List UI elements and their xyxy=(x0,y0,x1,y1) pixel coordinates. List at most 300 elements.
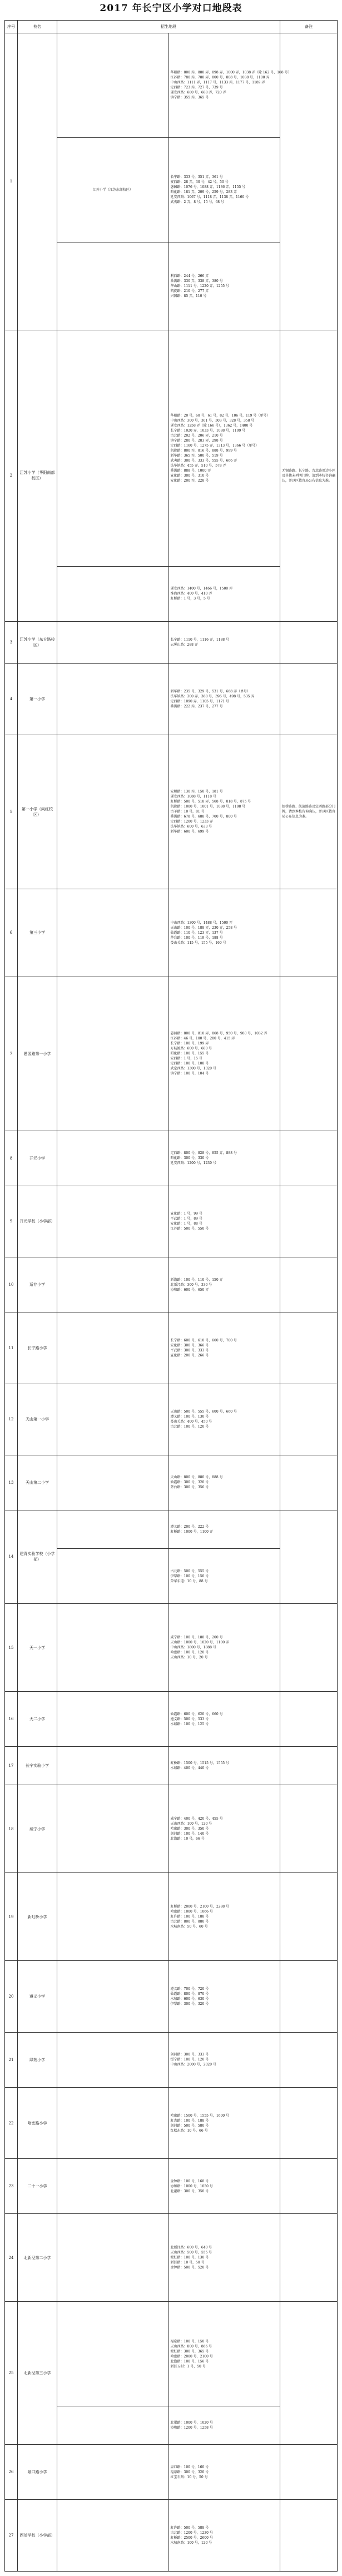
school-name: 第三小学 xyxy=(18,889,57,977)
street-line: 镇宁路：355 弄，365 号 xyxy=(170,96,209,100)
catchment-area xyxy=(168,1186,280,1257)
street-line: 绥宁路：100 号，120 号 xyxy=(170,2058,209,2062)
street-line: 云雾山路：288 弄 xyxy=(170,643,198,647)
street-line: 华阳路：800 弄，888 弄，898 弄，1000 弄，1038 弄（除 162 号，168 号） xyxy=(170,71,291,75)
street-line: 番禺路：330 弄，338 弄，380 号 xyxy=(170,279,223,283)
street-line: 安化路：300 号，366 号 xyxy=(170,1343,209,1348)
school-name: 新虹桥小学 xyxy=(18,1873,57,1961)
campus-name xyxy=(57,2033,169,2088)
catchment-area xyxy=(168,1384,280,1455)
header-no: 序号 xyxy=(5,21,18,33)
note: 虹桥路路、凯旋路路及定西路部分门牌，请到本校咨询确认，并以区教育局公布信息为准。 xyxy=(280,735,338,889)
street-line: 协和路：600 号，650 弄 xyxy=(170,1287,209,1292)
catchment-area xyxy=(168,33,291,138)
street-line: 淞虹路：100 号，130 号 xyxy=(170,2256,209,2260)
note xyxy=(280,621,338,663)
street-line: 江苏路：780 弄，788 弄，800 号，808 号，1088 号，1100 弄 xyxy=(170,76,270,80)
row-number: 5 xyxy=(5,735,18,889)
street-line: 古羊路：10 号，81 号 xyxy=(170,810,205,814)
street-line: 延安西路：680 号，688 弄，720 弄 xyxy=(170,91,226,95)
school-name: 长宁路小学 xyxy=(18,1312,57,1384)
street-line: 兴国路：85 弄，110 号 xyxy=(170,294,207,298)
note xyxy=(280,2214,338,2302)
street-line: 定西路：800 号，828 号，855 弄，888 号 xyxy=(170,1151,237,1156)
street-line: 威宁路：100 号，188 号，200 号 xyxy=(170,1636,223,1640)
school-name: 威宁小学 xyxy=(18,1785,57,1873)
street-line: 愚园路：1076 号，1088 弄，1136 弄，1155 号 xyxy=(170,185,246,190)
street-line: 延安西路：1067 号，1118 弄，1138 弄，1160 号 xyxy=(170,195,249,200)
catchment-area xyxy=(168,137,280,242)
row-number: 22 xyxy=(5,2087,18,2159)
campus-name xyxy=(57,663,169,735)
campus-name xyxy=(57,1692,169,1747)
row-number: 3 xyxy=(5,621,18,663)
campus-name xyxy=(57,735,169,889)
table-row xyxy=(5,2033,338,2088)
catchment-area xyxy=(168,1692,280,1747)
school-name: 天山第一小学 xyxy=(18,1384,57,1455)
street-line: 淮海西路：400 号，410 弄 xyxy=(170,592,212,596)
table-row xyxy=(5,1455,338,1510)
street-line: 泉口路：100 号，160 号 xyxy=(170,2465,209,2469)
catchment-area xyxy=(168,1257,280,1312)
street-line: 协和路：1000 号，1050 号 xyxy=(170,2184,213,2188)
street-line: 平武路：300 号，333 号 xyxy=(170,1348,209,1353)
street-line: 福泉路：300 号，320 号 xyxy=(170,2470,209,2474)
street-line: 古北路：1200 号，1230 号 xyxy=(170,2531,213,2535)
campus-name xyxy=(57,1131,169,1186)
street-line: 镇宁路：280 号，283 弄，298 号 xyxy=(170,438,223,443)
note xyxy=(280,2302,338,2445)
catchment-area xyxy=(168,2159,280,2214)
street-line: 武夷路：300 号，333 号，555 号，666 弄 xyxy=(170,458,237,463)
table-row xyxy=(5,663,338,735)
campus-name xyxy=(57,566,169,621)
street-line: 武定西路：1300 号，1320 号 xyxy=(170,1067,216,1071)
street-line: 天山路：1000 号，1020 号，1100 弄 xyxy=(170,1641,230,1645)
street-line: 仙霞路：800 号，870 号 xyxy=(170,1992,209,1997)
campus-name xyxy=(57,1603,169,1691)
street-line: 昭化路：181 弄，209 号，259 号，283 弄 xyxy=(170,190,237,195)
row-number: 13 xyxy=(5,1455,18,1510)
street-line: 天山路：500 号，555 号，600 号，660 号 xyxy=(170,1410,237,1414)
street-line: 定西路：1090 弄，1105 号，1171 号 xyxy=(170,700,230,704)
street-line: 延安西路：1400 号，1466 号，1500 弄 xyxy=(170,587,233,591)
street-line: 定西路：1160 号，1275 弄，1313 号，1366 号（单号） xyxy=(170,443,259,448)
row-number: 7 xyxy=(5,977,18,1131)
table-row xyxy=(5,1603,338,1691)
street-line: 仙霞路：600 号，620 号，660 号 xyxy=(170,1712,223,1716)
catchment-table xyxy=(4,20,338,2572)
row-number: 14 xyxy=(5,1510,18,1603)
catchment-area xyxy=(168,1510,280,1548)
street-line: 剑河路：500 号，580 号 xyxy=(170,2123,209,2128)
note xyxy=(280,1961,338,2033)
street-line: 北渔路：100 号，156 号 xyxy=(170,2359,209,2364)
campus-name xyxy=(57,2214,169,2302)
street-line: 华阳路：20 号，60 号，61 号，82 号，106 号，119 号（单号） xyxy=(170,413,270,418)
street-line: 福泉路：100 号，150 号 xyxy=(170,2339,209,2344)
school-name: 开元小学 xyxy=(18,1131,57,1186)
street-line: 红宝石路：10 号，50 号 xyxy=(170,2475,208,2479)
row-number: 11 xyxy=(5,1312,18,1384)
street-line: 延安西路：1258 弄（除 166 号），1362 号，1400 号 xyxy=(170,423,253,428)
row-number: 6 xyxy=(5,889,18,977)
school-name: 建青实验学校（小学部） xyxy=(18,1510,57,1603)
catchment-area xyxy=(168,2214,280,2302)
school-name xyxy=(18,33,57,330)
catchment-area xyxy=(168,1131,280,1186)
school-name: 天二小学 xyxy=(18,1692,57,1747)
campus-name xyxy=(57,1549,169,1604)
row-number: 21 xyxy=(5,2033,18,2088)
street-line: 北新泾路：600 号，640 号 xyxy=(170,2246,212,2250)
catchment-area xyxy=(168,2087,280,2159)
school-name: 开元学校（小学部） xyxy=(18,1186,57,1257)
school-name: 绿苑小学 xyxy=(18,2033,57,2088)
note xyxy=(280,1384,338,1455)
street-line: 北翟路：300 号，350 号 xyxy=(170,2189,209,2193)
street-line: 威宁路：400 号，420 号，455 号 xyxy=(170,1817,223,1821)
note xyxy=(280,2445,338,2500)
street-line: 虹许路：500 号，588 号 xyxy=(170,2526,209,2530)
street-line: 天山西路：500 号，555 号 xyxy=(170,2251,212,2255)
street-line: 天山路：800 号，880 号，888 号 xyxy=(170,1475,223,1480)
street-line: 水城南路：50 号，60 号 xyxy=(170,1925,208,1929)
catchment-area xyxy=(168,330,280,566)
row-number: 8 xyxy=(5,1131,18,1186)
street-line: 法华镇路：455 弄，510 号，578 弄 xyxy=(170,463,226,468)
header-area: 招生地段 xyxy=(57,21,280,33)
note xyxy=(280,1455,338,1510)
catchment-area xyxy=(168,977,280,1131)
campus-name xyxy=(57,1961,169,2033)
campus-name xyxy=(57,1384,169,1455)
row-number: 1 xyxy=(5,33,18,330)
street-line: 安西路：1 号，15 号 xyxy=(170,1057,202,1061)
row-number: 16 xyxy=(5,1692,18,1747)
row-number: 10 xyxy=(5,1257,18,1312)
street-line: 番禺路：678 号，688 号，700 号，800 号 xyxy=(170,815,237,819)
street-line: 哈密路：2000 号，2100 号 xyxy=(170,2354,213,2359)
street-line: 武夷路：2 弄，8 号，15 号，68 号 xyxy=(170,200,225,205)
campus-name xyxy=(57,1746,169,1785)
street-line: 安顺路：130 弄，150 号，181 号 xyxy=(170,790,223,794)
street-line: 水城路：100 号，125 号 xyxy=(170,1722,209,1726)
street-line: 定西路：1200 号，1233 弄 xyxy=(170,820,213,824)
street-line: 愚园路：800 号，810 弄，868 号，950 号，980 号，1032 弄 xyxy=(170,1032,267,1036)
catchment-area xyxy=(168,566,280,621)
table-row xyxy=(5,1257,338,1312)
row-number: 4 xyxy=(5,663,18,735)
table-row xyxy=(5,2500,338,2572)
campus-name xyxy=(57,977,169,1131)
street-line: 镇宁路：100 号，104 号 xyxy=(170,1072,209,1076)
note xyxy=(280,1186,338,1257)
street-line: 法华镇路：600 号，633 号 xyxy=(170,825,212,829)
street-line: 延安西路：1200 号，1230 号 xyxy=(170,1161,216,1166)
street-line: 番禺路：888 号，1000 弄 xyxy=(170,468,211,473)
table-row xyxy=(5,1131,338,1186)
street-line: 金钟路：100 号，168 号 xyxy=(170,2179,209,2183)
street-line: 新泾五村：1 号，50 号 xyxy=(170,2364,206,2369)
catchment-area xyxy=(168,621,280,663)
street-line: 水城路：600 号，630 号 xyxy=(170,1997,209,2002)
note xyxy=(280,663,338,735)
school-name: 江苏小学（华阳南部校区） xyxy=(18,330,57,621)
catchment-area xyxy=(168,2406,280,2445)
header-school: 校名 xyxy=(18,21,57,33)
school-name: 适存小学 xyxy=(18,1257,57,1312)
street-line: 长宁路：100 号，199 弄 xyxy=(170,1042,209,1046)
header-note: 备注 xyxy=(280,21,338,33)
street-line: 北翟路：1000 号，1020 号 xyxy=(170,2421,213,2425)
table-row xyxy=(5,33,338,138)
street-line: 天山西路：100 号，120 号 xyxy=(170,1822,212,1826)
campus-name xyxy=(57,242,169,330)
street-line: 新泾路：10 号，50 号 xyxy=(170,2261,205,2265)
catchment-area xyxy=(168,1603,280,1691)
table-row xyxy=(5,735,338,889)
street-line: 安西路：28 弄，30 号，42 号，50 号 xyxy=(170,180,229,185)
note xyxy=(280,2500,338,2572)
street-line: 中山西路：1111 弄，1117 号，1133 弄，1177 号，1189 弄 xyxy=(170,81,265,85)
street-line: 万航渡路：600 号，680 号 xyxy=(170,1047,212,1051)
row-number: 9 xyxy=(5,1186,18,1257)
street-line: 安化路：1 号，88 号 xyxy=(170,1222,202,1226)
street-line: 伊犁路：300 号，320 号 xyxy=(170,2002,209,2007)
campus-name xyxy=(57,330,169,566)
campus-name xyxy=(57,1455,169,1510)
row-number: 20 xyxy=(5,1961,18,2033)
street-line: 长宁路：600 号，610 号，660 号，700 号 xyxy=(170,1338,237,1343)
street-line: 虹桥路：1000 号，1100 弄 xyxy=(170,1530,213,1534)
catchment-area xyxy=(168,1961,280,2033)
note xyxy=(280,2087,338,2159)
table-row xyxy=(5,889,338,977)
table-row xyxy=(5,1785,338,1873)
row-number: 17 xyxy=(5,1746,18,1785)
catchment-area xyxy=(168,1312,280,1384)
street-line: 昭化路：100 号，155 号 xyxy=(170,1052,209,1056)
note xyxy=(280,889,338,977)
street-line: 华山路：1111 号，1220 弄，1255 号 xyxy=(170,284,230,288)
street-line: 红松东路：10 号，66 号 xyxy=(170,2128,208,2133)
street-line: 协和路：1200 号，1258 号 xyxy=(170,2426,213,2430)
campus-name xyxy=(57,2406,169,2445)
street-line: 新渔路：100 号，110 号，150 弄 xyxy=(170,1277,223,1282)
street-line: 新华路：235 号，329 号，531 号，668 弄（单号） xyxy=(170,690,250,694)
street-line: 定西路：723 弄，727 号，739 号 xyxy=(170,86,223,90)
table-row xyxy=(5,621,338,663)
school-name: 第一小学（向红校区） xyxy=(18,735,57,889)
note xyxy=(280,1785,338,1873)
catchment-area xyxy=(168,1873,280,1961)
street-line: 宣化路：300 号，310 号 xyxy=(170,473,209,478)
campus-name xyxy=(57,621,169,663)
street-line: 古北路：500 号，555 号 xyxy=(170,1569,209,1573)
table-row xyxy=(5,1384,338,1455)
street-line: 北渔路：10 号，66 号 xyxy=(170,1837,205,1841)
street-line: 淞虹路：300 号，365 号 xyxy=(170,2349,209,2354)
catchment-area xyxy=(168,2445,280,2500)
note xyxy=(280,2033,338,2088)
table-body xyxy=(5,33,338,2572)
campus-name xyxy=(57,1312,169,1384)
street-line: 长宁路：1020 弄，1033 号，1088 号，1109 号 xyxy=(170,428,246,433)
note: 无锡路路、长宁路、古北路周边小区及其他未列明门牌，请到本校咨询确认，并以区教育局公布信息为准。 xyxy=(280,330,338,621)
street-line: 凯旋路：210 号，277 弄 xyxy=(170,289,209,293)
row-number: 15 xyxy=(5,1603,18,1691)
row-number: 18 xyxy=(5,1785,18,1873)
street-line: 哈密路：300 号，350 号 xyxy=(170,1827,209,1831)
table-row xyxy=(5,1873,338,1961)
table-row xyxy=(5,1510,338,1548)
street-line: 天山西路：800 号，866 号 xyxy=(170,2344,212,2349)
table-row xyxy=(5,2302,338,2406)
street-line: 茅台路：100 号，119 号，188 号 xyxy=(170,935,223,940)
street-line: 剑河路：300 号，333 号 xyxy=(170,2053,209,2057)
street-line: 古北路：100 号，120 号 xyxy=(170,1425,209,1429)
table-row xyxy=(5,330,338,566)
street-line: 宣化路：1 号，99 号 xyxy=(170,1212,202,1216)
street-line: 哈密路：1000 号，1066 号 xyxy=(170,1910,213,1914)
street-line: 茅台路：300 号，356 号 xyxy=(170,1485,209,1490)
campus-name xyxy=(57,2087,169,2159)
street-line: 水城南路：100 号，120 号 xyxy=(170,2541,212,2545)
catchment-area xyxy=(168,735,280,889)
catchment-area xyxy=(168,2302,280,2406)
street-line: 北新泾路：300 号，330 号 xyxy=(170,1282,212,1287)
street-line: 安化路：200 弄，228 号 xyxy=(170,478,209,483)
street-line: 哈密路：100 号，120 号 xyxy=(170,1651,209,1655)
street-line: 长宁路：333 号，351 弄，361 号 xyxy=(170,175,223,180)
table-row xyxy=(5,2087,338,2159)
street-line: 新华路：600 号，699 号 xyxy=(170,830,209,834)
table-row xyxy=(5,2445,338,2500)
school-name: 天山第二小学 xyxy=(18,1455,57,1510)
document-title: 2017 年长宁区小学对口地段表 xyxy=(100,3,242,14)
street-line: 中山西路：2000 号，2020 号 xyxy=(170,2063,216,2067)
row-number: 2 xyxy=(5,330,18,621)
table-row xyxy=(5,1961,338,2033)
campus-name xyxy=(57,2445,169,2500)
campus-name xyxy=(57,1510,169,1548)
note xyxy=(280,1873,338,1961)
street-line: 虹桥路：2000 号，2100 号，2288 号 xyxy=(170,1905,230,1909)
street-line: 哈密路：1500 号，1555 号，1600 号 xyxy=(170,2113,230,2118)
campus-name xyxy=(57,2500,169,2572)
street-line: 虹桥路：500 号，518 弄，568 号，818 号，875 号 xyxy=(170,800,251,804)
note xyxy=(280,1692,338,1747)
note xyxy=(280,1257,338,1312)
street-line: 荣华东道：10 号，88 号 xyxy=(170,1579,208,1583)
street-line: 虹许路：100 号，188 号 xyxy=(170,1915,209,1919)
table-row xyxy=(5,1186,338,1257)
street-line: 虹桥路：2500 号，2600 号 xyxy=(170,2536,213,2540)
school-name: 天一小学 xyxy=(18,1603,57,1691)
row-number: 26 xyxy=(5,2445,18,2500)
street-line: 法华镇路：300 弄，368 号，396 号，498 号，535 弄 xyxy=(170,695,255,699)
street-line: 仙霞路：300 号，320 号 xyxy=(170,1480,209,1485)
campus-name xyxy=(57,2302,169,2406)
note xyxy=(280,1312,338,1384)
school-name: 江苏小学（东方路校区） xyxy=(18,621,57,663)
street-line: 中山西路：1800 号，1888 号 xyxy=(170,1646,216,1650)
campus-name xyxy=(57,2159,169,2214)
street-line: 番禺路：222 弄，237 号，277 号 xyxy=(170,705,223,709)
campus-name xyxy=(57,1785,169,1873)
street-line: 遵义路：500 号，533 号 xyxy=(170,1717,209,1721)
street-line: 剑河路：100 号，140 号 xyxy=(170,1832,209,1836)
catchment-area xyxy=(168,1746,280,1785)
school-name: 愚园路第一小学 xyxy=(18,977,57,1131)
table-row xyxy=(5,2159,338,2214)
row-number: 23 xyxy=(5,2159,18,2214)
campus-name xyxy=(57,1257,169,1312)
row-number: 12 xyxy=(5,1384,18,1455)
street-line: 古北路：800 号，880 号 xyxy=(170,1920,209,1924)
street-line: 宣化路：200 号，266 号 xyxy=(170,1353,209,1358)
street-line: 伊犁路：100 号，150 号 xyxy=(170,1574,209,1578)
school-name: 哈密路小学 xyxy=(18,2087,57,2159)
row-number: 27 xyxy=(5,2500,18,2572)
street-line: 遵义路：100 号，130 号 xyxy=(170,1415,209,1419)
street-line: 凯旋路：1000 号，1001 号，1088 号，1108 号 xyxy=(170,805,246,809)
school-name: 西郊学校（小学部） xyxy=(18,2500,57,2572)
school-name: 北新泾第二小学 xyxy=(18,2214,57,2302)
street-line: 利西路：244 号，266 弄 xyxy=(170,274,209,278)
school-name: 长宁实验小学 xyxy=(18,1746,57,1785)
street-line: 中山西路：1300 号，1488 号，1500 弄 xyxy=(170,920,233,925)
street-line: 仙霞路：110 号，123 弄，137 号 xyxy=(170,930,223,935)
street-line: 遵义路：200 号，222 号 xyxy=(170,1525,209,1529)
campus-name xyxy=(57,1186,169,1257)
catchment-area xyxy=(168,889,280,977)
street-line: 凯旋路：800 弄，816 号，888 号，999 号 xyxy=(170,448,237,453)
catchment-area xyxy=(168,1455,280,1510)
catchment-area xyxy=(168,1549,280,1604)
campus-name: 江苏小学（江苏东部校区） xyxy=(57,137,169,242)
street-line: 昭化路：300 号，330 号 xyxy=(170,1156,209,1161)
table-row xyxy=(5,1312,338,1384)
street-line: 天山西路：10 号，20 号 xyxy=(170,1656,208,1660)
school-name: 二十一小学 xyxy=(18,2159,57,2214)
street-line: 水城路：400 号，440 号 xyxy=(170,1766,209,1771)
street-line: 虹桥路：1 号，3 号，5 号 xyxy=(170,597,210,601)
row-number: 25 xyxy=(5,2302,18,2445)
table-row xyxy=(5,977,338,1131)
campus-name xyxy=(57,889,169,977)
street-line: 娄山关路：115 号，155 号，160 号 xyxy=(170,940,226,945)
catchment-area xyxy=(168,2500,280,2572)
note xyxy=(280,2159,338,2214)
street-line: 虹古路：100 号，188 号 xyxy=(170,2118,209,2123)
catchment-area xyxy=(168,663,280,735)
table-row xyxy=(5,1692,338,1747)
note xyxy=(280,977,338,1131)
street-line: 遵义路：700 号，720 号 xyxy=(170,1987,209,1992)
school-name: 北新泾第三小学 xyxy=(18,2302,57,2445)
street-line: 中山西路：300 号，301 号，303 号，328 号，358 号 xyxy=(170,418,255,423)
catchment-area xyxy=(168,1785,280,1873)
street-line: 平武路：1 号，89 号 xyxy=(170,1217,202,1221)
school-name: 第一小学 xyxy=(18,663,57,735)
campus-name xyxy=(57,33,169,138)
street-line: 定西路：100 号，108 号 xyxy=(170,1062,209,1066)
campus-name xyxy=(57,1873,169,1961)
note xyxy=(280,1603,338,1691)
